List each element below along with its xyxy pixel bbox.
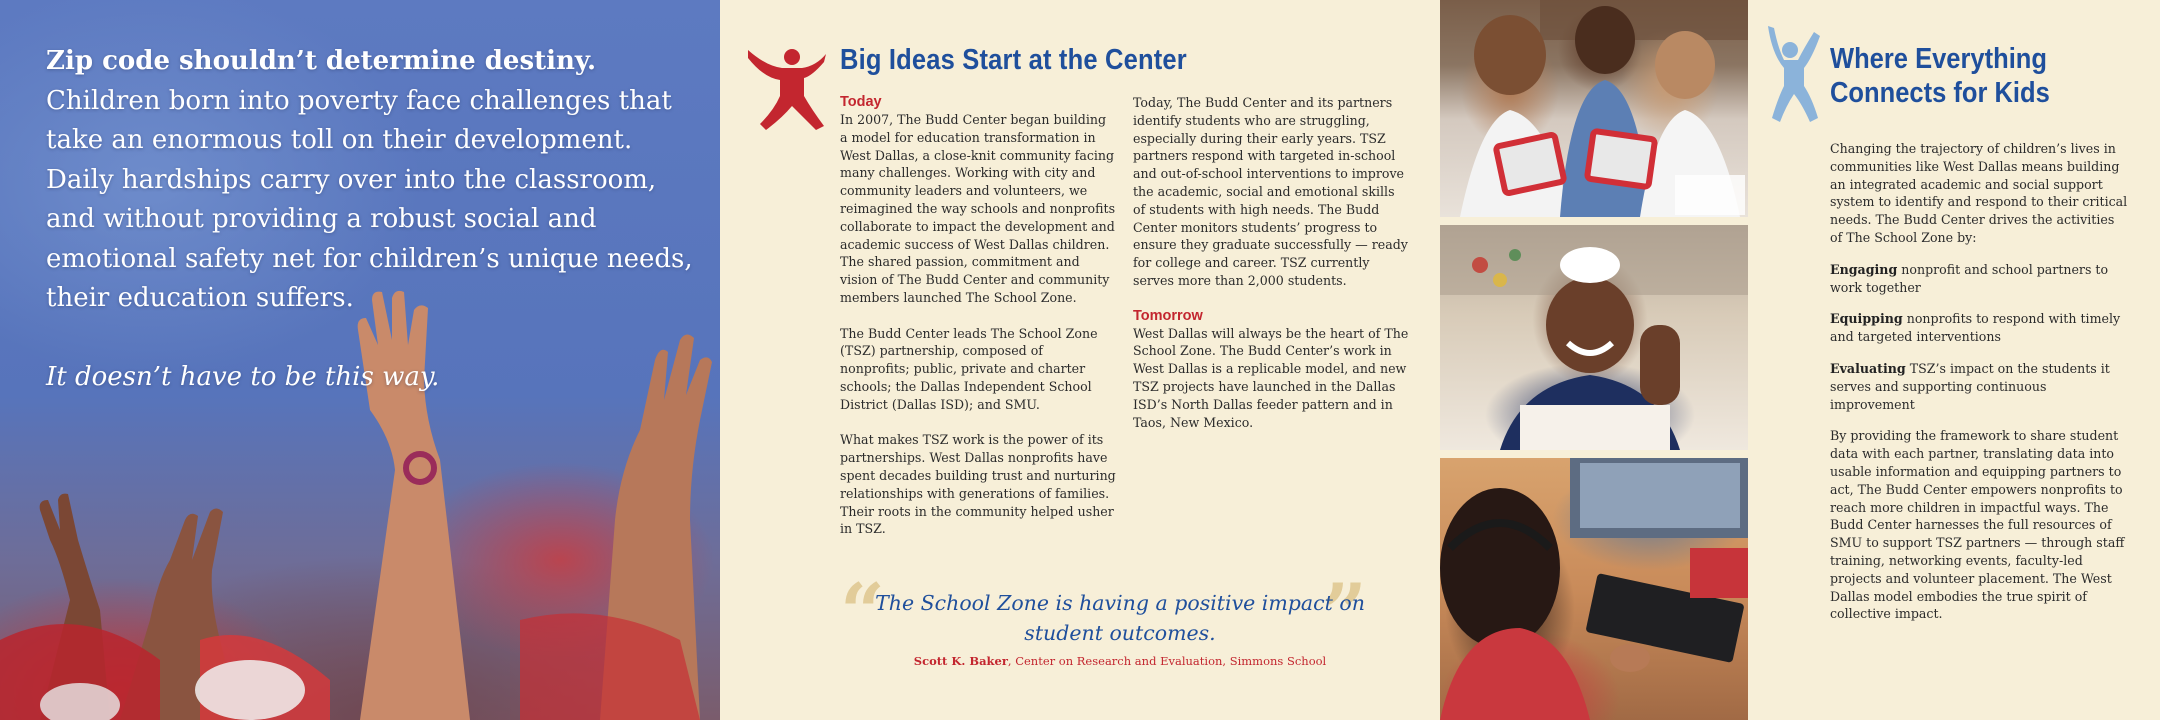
photo-girl-at-computer — [1440, 458, 1748, 720]
item-evaluating-text: TSZ’s impact on the students it serves and supporting continuous improvement — [1830, 360, 2110, 412]
item-equipping-text: nonprofits to respond with timely and targeted interventions — [1830, 311, 2121, 345]
today-paragraph-3: What makes TSZ work is the power of its partnerships. West Dallas nonprofits have spent decades building trust and nurturing relationships with generations of families. Their roots in the community helped usher in TSZ. — [840, 432, 1116, 537]
item-equipping-bold: Equipping — [1830, 311, 1903, 327]
column-left — [840, 94, 1116, 556]
item-engaging-text: nonprofit and school partners to work together — [1830, 261, 2109, 295]
big-ideas-panel — [720, 0, 1440, 720]
photo-smiling-girl — [1440, 225, 1748, 450]
list-item — [1830, 261, 2130, 297]
quote-close-mark: ” — [1322, 567, 1367, 658]
list-item — [1830, 360, 2130, 413]
big-ideas-title: Big Ideas Start at the Center — [840, 44, 1187, 76]
hero-statement — [46, 42, 696, 319]
quote-affiliation: , Center on Research and Evaluation, Simmons School — [1007, 654, 1327, 668]
quote-author: Scott K. Baker — [913, 654, 1008, 668]
quote-open-mark: “ — [840, 567, 885, 658]
column-right — [1133, 94, 1409, 449]
today-paragraph-2: The Budd Center leads The School Zone (TSZ) partnership, composed of nonprofits; public, private and charter schools; the Dallas Independent School District (Dallas ISD); and SMU. — [840, 325, 1098, 412]
list-item — [1830, 310, 2130, 346]
tomorrow-heading: Tomorrow — [1133, 307, 1203, 324]
pull-quote-text: The School Zone is having a positive impact on student outcomes. — [875, 591, 1365, 645]
hero-photo-panel — [0, 0, 720, 720]
item-engaging-bold: Engaging — [1830, 261, 1898, 277]
connects-intro: Changing the trajectory of children’s lives in communities like West Dallas means building an integrated academic and social support system to identify and respond to their critical needs. The Budd Center drives the activities of The School Zone by: — [1830, 141, 2128, 245]
tomorrow-paragraph: West Dallas will always be the heart of The School Zone. The Budd Center’s work in West Dallas is a replicable model, and new TSZ projects have launched in the Dallas ISD’s North Dallas feeder pattern and in Taos, New Mexico. — [1133, 325, 1409, 430]
today-heading: Today — [840, 94, 882, 110]
item-evaluating-bold: Evaluating — [1830, 360, 1906, 376]
connects-body — [1830, 140, 2130, 637]
today-paragraph-1: In 2007, The Budd Center began building a model for education transformation in West Dallas, a close-knit community facing many challenges. Working with city and community leaders and volunteers, we reimagined the way schools and nonprofits collaborate to impact the development and academic success of West Dallas children. The shared passion, commitment and vision of The Budd Center and community members launched The School Zone. — [840, 112, 1116, 305]
hero-body: Children born into poverty face challenges that take an enormous toll on their development. Daily hardships carry over into the classroom, and without providing a robust social and emotional safety net for children’s unique needs, their education suffers. — [46, 85, 693, 313]
hero-tagline: It doesn’t have to be this way. — [46, 362, 440, 392]
connects-closing: By providing the framework to share student data with each partner, translating data into usable information and equipping partners to act, The Budd Center empowers nonprofits to reach more children in impactful ways. The Budd Center harnesses the full resources of SMU to support TSZ partners — through staff training, networking events, faculty-led projects and volunteer placement. The West Dallas model embodies the true spirit of collective impact. — [1830, 428, 2125, 622]
jumping-person-blue-icon — [1762, 24, 1824, 124]
today-paragraph-4: Today, The Budd Center and its partners identify students who are struggling, especially during their early years. TSZ partners respond with targeted in-school and out-of-school interventions to improve the academic, social and emotional skills of students with high needs. The Budd Center monitors students’ progress to ensure they graduate successfully — ready for college and career. TSZ currently serves more than 2,000 students. — [1133, 95, 1408, 288]
photo-column — [1440, 0, 1750, 720]
connects-panel — [1750, 0, 2160, 720]
connects-title: Where Everything Connects for Kids — [1830, 43, 2050, 109]
pull-quote — [840, 588, 1400, 668]
pull-quote-attribution — [840, 654, 1400, 668]
jumping-person-red-icon — [746, 44, 828, 132]
hero-headline: Zip code shouldn’t determine destiny. — [46, 46, 597, 76]
photo-students-with-tablets — [1440, 0, 1748, 217]
